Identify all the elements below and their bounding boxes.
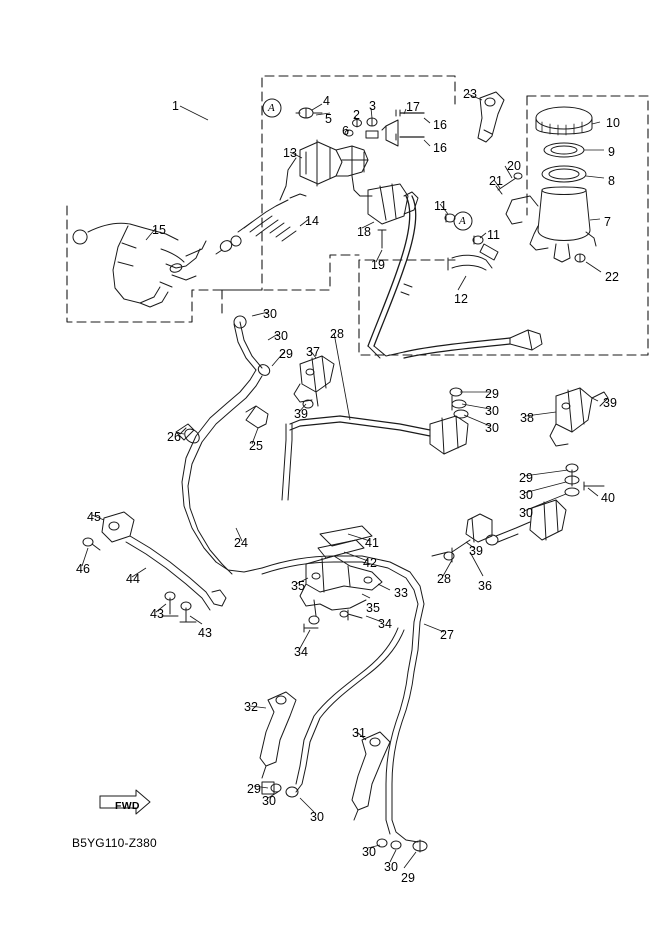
callout-44: 44 — [126, 572, 140, 586]
callout-35b: 35 — [366, 601, 380, 615]
callout-37: 37 — [306, 345, 320, 359]
callout-23: 23 — [463, 87, 477, 101]
callout-28a: 28 — [330, 327, 344, 341]
callout-21: 21 — [489, 174, 503, 188]
callout-45: 45 — [87, 510, 101, 524]
callout-30g: 30 — [262, 794, 276, 808]
callout-9: 9 — [608, 145, 615, 159]
callout-31: 31 — [352, 726, 366, 740]
callout-1: 1 — [172, 99, 179, 113]
callout-16b: 16 — [433, 141, 447, 155]
callout-29c: 29 — [519, 471, 533, 485]
callout-2: 2 — [353, 108, 360, 122]
callout-40: 40 — [601, 491, 615, 505]
callout-16a: 16 — [433, 118, 447, 132]
callout-39a: 39 — [294, 407, 308, 421]
callout-20: 20 — [507, 159, 521, 173]
callout-30h: 30 — [310, 810, 324, 824]
callout-39c: 39 — [469, 544, 483, 558]
callout-30i: 30 — [362, 845, 376, 859]
callout-43b: 43 — [198, 626, 212, 640]
callout-28b: 28 — [437, 572, 451, 586]
callout-7: 7 — [604, 215, 611, 229]
callout-30e: 30 — [519, 488, 533, 502]
callout-32: 32 — [244, 700, 258, 714]
callout-30a: 30 — [263, 307, 277, 321]
callout-17: 17 — [406, 100, 420, 114]
callout-39b: 39 — [603, 396, 617, 410]
callout-30f: 30 — [519, 506, 533, 520]
callout-3: 3 — [369, 99, 376, 113]
circle-letter-a-bottom: A — [459, 215, 466, 227]
callout-38: 38 — [520, 411, 534, 425]
callout-6: 6 — [342, 124, 349, 138]
callout-29e: 29 — [401, 871, 415, 885]
callout-18: 18 — [357, 225, 371, 239]
callout-30d: 30 — [485, 421, 499, 435]
callout-33: 33 — [394, 586, 408, 600]
fwd-label: FWD — [115, 800, 140, 812]
callout-29a: 29 — [279, 347, 293, 361]
callout-25: 25 — [249, 439, 263, 453]
callout-10: 10 — [606, 116, 620, 130]
callout-42: 42 — [363, 556, 377, 570]
callout-34a: 34 — [378, 617, 392, 631]
callout-27: 27 — [440, 628, 454, 642]
callout-30c: 30 — [485, 404, 499, 418]
callout-29d: 29 — [247, 782, 261, 796]
callout-36: 36 — [478, 579, 492, 593]
callout-19: 19 — [371, 258, 385, 272]
callout-11b: 11 — [487, 228, 500, 242]
callout-34b: 34 — [294, 645, 308, 659]
callout-5: 5 — [325, 112, 332, 126]
callout-46: 46 — [76, 562, 90, 576]
callout-4: 4 — [323, 94, 330, 108]
callout-35a: 35 — [291, 579, 305, 593]
circle-letter-a-top: A — [268, 102, 275, 114]
callout-13: 13 — [283, 146, 297, 160]
callout-14: 14 — [305, 214, 319, 228]
part-code: B5YG110-Z380 — [72, 836, 157, 850]
callout-22: 22 — [605, 270, 619, 284]
callout-41: 41 — [365, 536, 379, 550]
callout-11a: 11 — [434, 199, 447, 213]
callout-15: 15 — [152, 223, 166, 237]
callout-12: 12 — [454, 292, 468, 306]
callout-30j: 30 — [384, 860, 398, 874]
callout-26: 26 — [167, 430, 181, 444]
callout-43a: 43 — [150, 607, 164, 621]
callout-30b: 30 — [274, 329, 288, 343]
callout-29b: 29 — [485, 387, 499, 401]
callout-8: 8 — [608, 174, 615, 188]
callout-24: 24 — [234, 536, 248, 550]
